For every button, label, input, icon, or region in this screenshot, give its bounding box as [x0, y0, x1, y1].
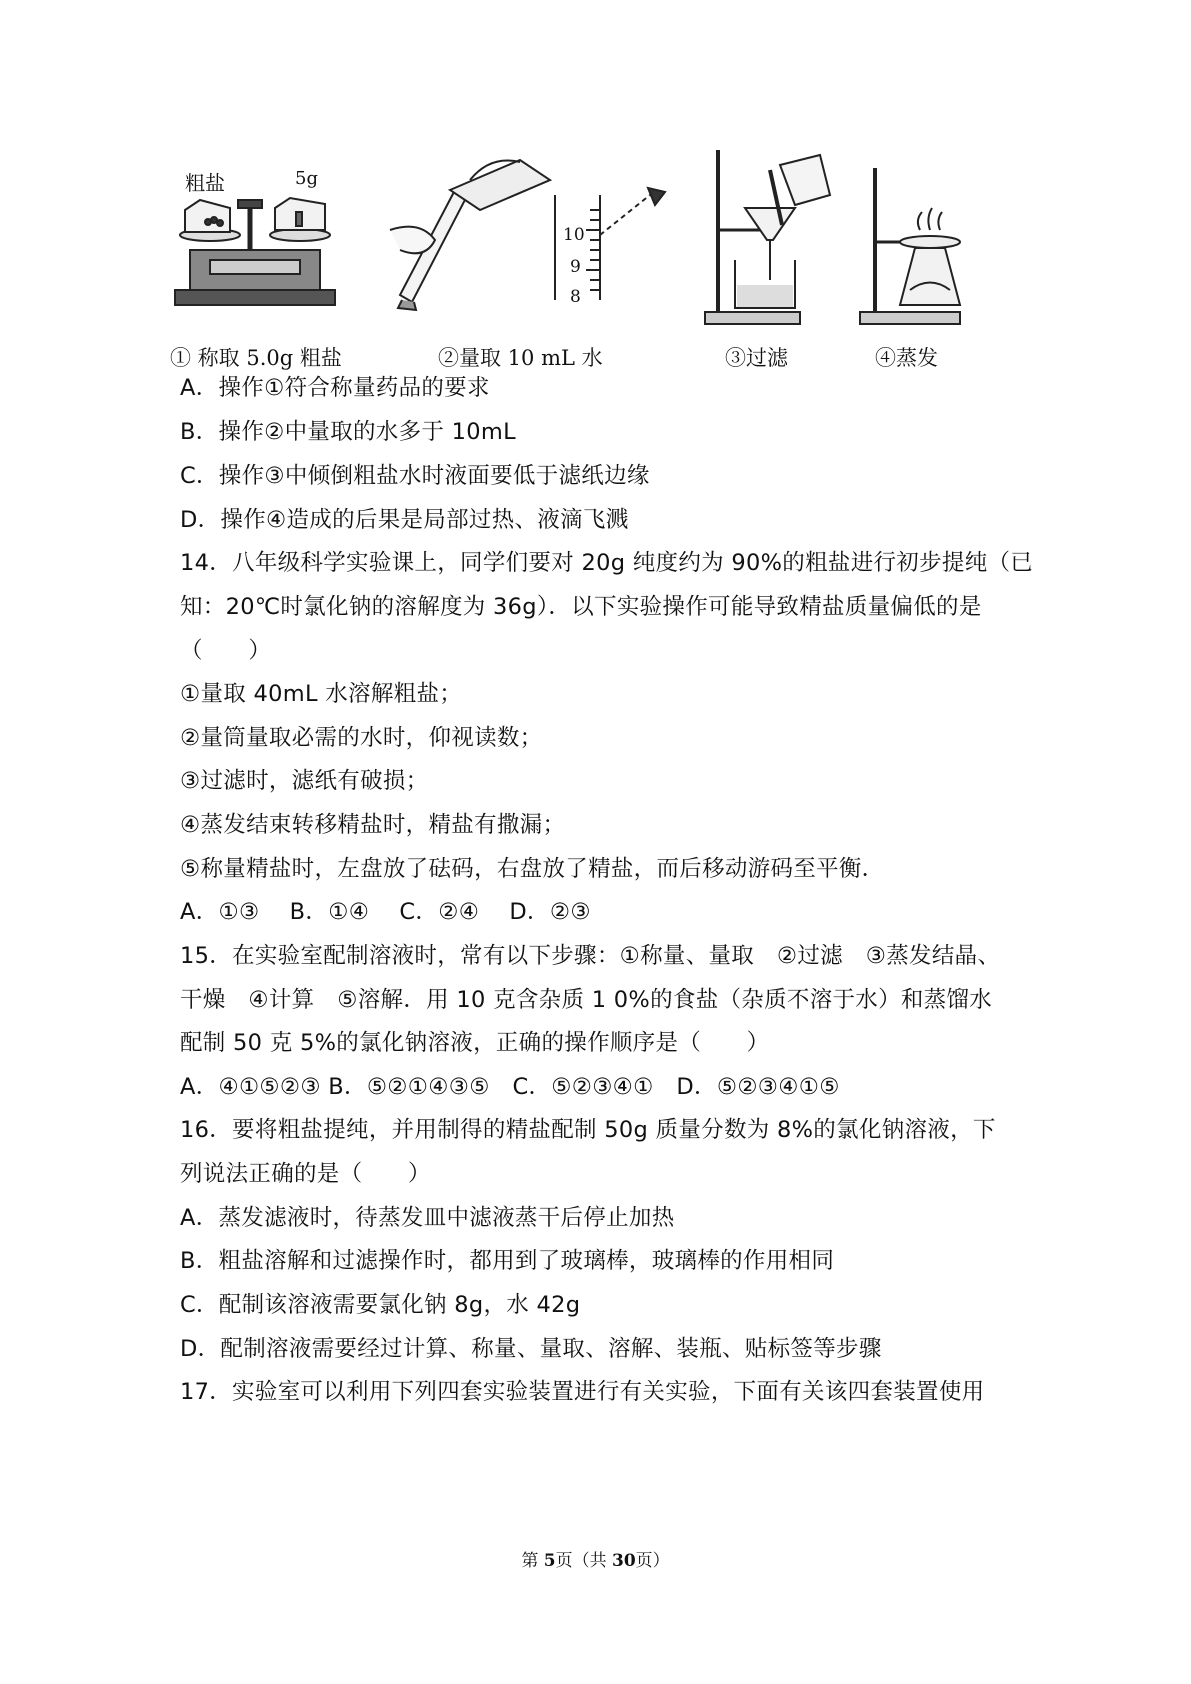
footer-page-number: 5 — [543, 1551, 556, 1571]
question-15-line2: 干燥 ④计算 ⑤溶解．用 10 克含杂质 1 0%的食盐（杂质不溶于水）和蒸馏水 — [180, 987, 993, 1013]
balance-illustration — [175, 198, 335, 305]
question-14-line1: 14．八年级科学实验课上，同学们要对 20g 纯度约为 90%的粗盐进行初步提纯（已 — [180, 550, 1034, 576]
option-13c: C．操作③中倾倒粗盐水时液面要低于滤纸边缘 — [180, 463, 650, 489]
option-16b: B．粗盐溶解和过滤操作时，都用到了玻璃棒，玻璃棒的作用相同 — [180, 1248, 835, 1274]
experiment-figure — [170, 150, 1030, 400]
page-footer — [0, 1546, 1191, 1571]
caption-evaporate: ④蒸发 — [875, 346, 938, 370]
q14-options: A．①③ B．①④ C．②④ D．②③ — [180, 899, 591, 925]
footer-middle: 页（共 — [555, 1551, 612, 1571]
tick-8: 8 — [570, 287, 581, 307]
q14-item-2: ②量筒量取必需的水时，仰视读数； — [180, 725, 543, 751]
tick-10: 10 — [563, 225, 585, 245]
footer-total-pages: 30 — [611, 1551, 636, 1571]
question-16-line2: 列说法正确的是（ ） — [180, 1161, 431, 1187]
caption-measure: ②量取 10 mL 水 — [438, 346, 603, 370]
evaporation-illustration — [860, 168, 960, 324]
q14-item-1: ①量取 40mL 水溶解粗盐； — [180, 681, 463, 707]
filtration-illustration — [705, 150, 830, 324]
footer-prefix: 第 — [521, 1551, 544, 1571]
question-15-line1: 15．在实验室配制溶液时，常有以下步骤：①称量、量取 ②过滤 ③蒸发结晶、 — [180, 943, 1001, 969]
caption-weigh: ① 称取 5.0g 粗盐 — [170, 346, 342, 370]
tick-9: 9 — [570, 257, 581, 277]
caption-filter: ③过滤 — [725, 346, 788, 370]
question-17-line1: 17．实验室可以利用下列四套实验装置进行有关实验，下面有关该四套装置使用 — [180, 1379, 985, 1405]
question-14-line2: 知：20℃时氯化钠的溶解度为 36g）．以下实验操作可能导致精盐质量偏低的是 — [180, 594, 982, 620]
option-13b: B．操作②中量取的水多于 10mL — [180, 419, 516, 445]
option-13d: D．操作④造成的后果是局部过热、液滴飞溅 — [180, 507, 629, 533]
question-16-line1: 16．要将粗盐提纯，并用制得的精盐配制 50g 质量分数为 8%的氯化钠溶液，下 — [180, 1117, 996, 1143]
option-16c: C．配制该溶液需要氯化钠 8g，水 42g — [180, 1292, 581, 1318]
q14-item-3: ③过滤时，滤纸有破损； — [180, 768, 429, 794]
footer-suffix: 页） — [635, 1551, 670, 1571]
option-16a: A．蒸发滤液时，待蒸发皿中滤液蒸干后停止加热 — [180, 1205, 675, 1231]
option-13a: A．操作①符合称量药品的要求 — [180, 375, 490, 401]
question-14-blank: （ ） — [180, 638, 272, 664]
q14-item-5: ⑤称量精盐时，左盘放了砝码，右盘放了精盐，而后移动游码至平衡． — [180, 856, 885, 882]
q15-options: A．④①⑤②③ B．⑤②①④③⑤ C．⑤②③④① D．⑤②③④①⑤ — [180, 1074, 840, 1100]
question-15-line3: 配制 50 克 5%的氯化钠溶液，正确的操作顺序是（ ） — [180, 1030, 770, 1056]
cylinder-illustration — [390, 160, 665, 310]
q14-item-4: ④蒸发结束转移精盐时，精盐有撒漏； — [180, 812, 566, 838]
salt-label: 粗盐 — [185, 171, 225, 195]
weight-label: 5g — [295, 168, 318, 189]
option-16d: D．配制溶液需要经过计算、称量、量取、溶解、装瓶、贴标签等步骤 — [180, 1336, 882, 1362]
